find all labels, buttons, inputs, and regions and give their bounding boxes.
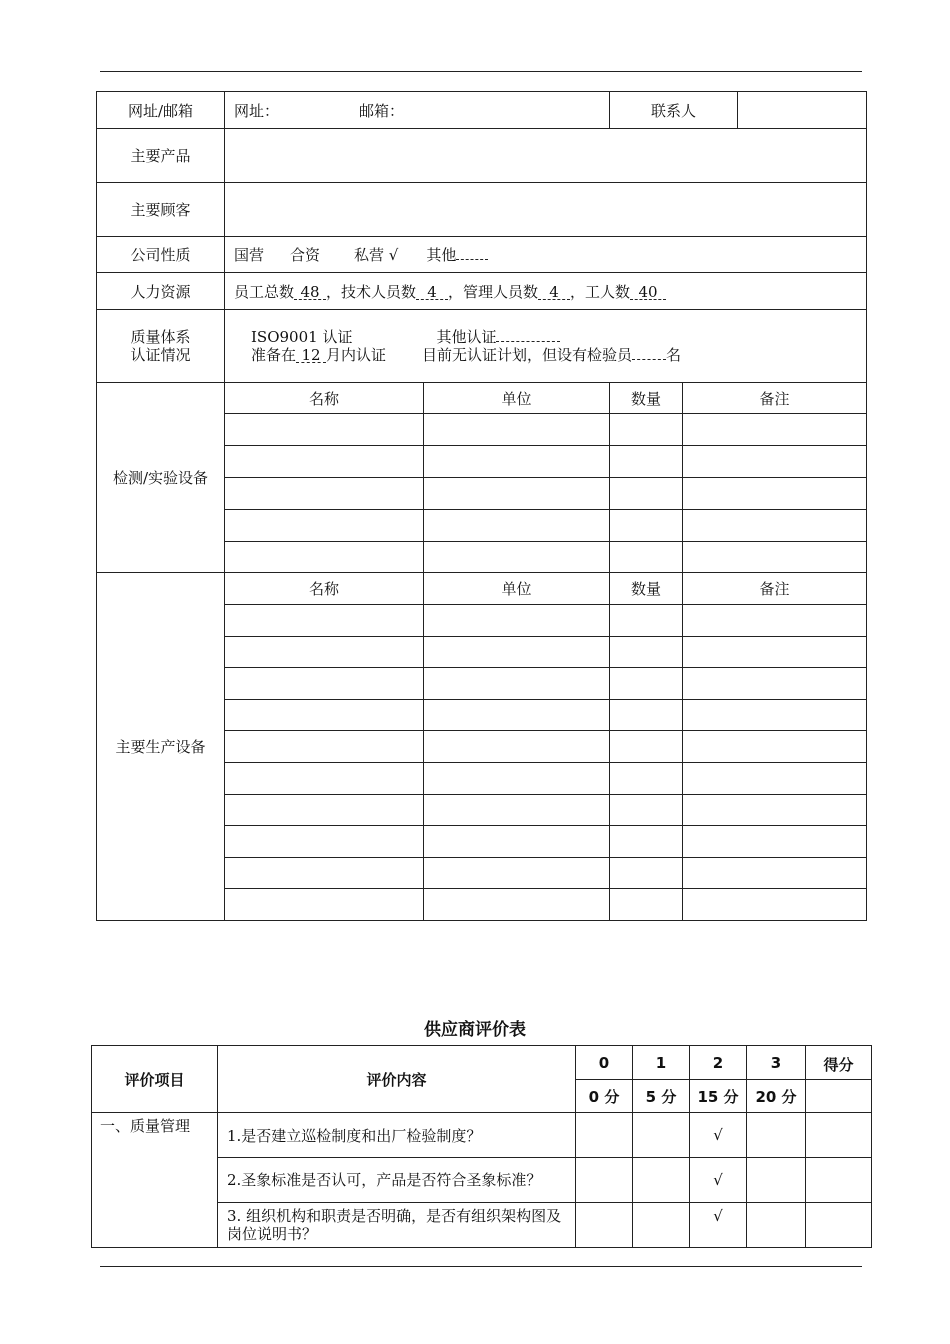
other-cert-blank[interactable] xyxy=(496,341,560,342)
eval-row-1-mark[interactable]: √ xyxy=(690,1113,747,1158)
prod-equipment-label: 主要生产设备 xyxy=(97,573,225,921)
level-0: 0 xyxy=(576,1046,633,1080)
quality-label-line1: 质量体系 xyxy=(130,328,191,346)
option-other[interactable]: 其他 xyxy=(426,246,457,264)
level-2: 2 xyxy=(690,1046,747,1080)
hr-tech-label: ，技术人员数 xyxy=(326,282,417,301)
eval-col-item: 评价项目 xyxy=(92,1046,218,1113)
hr-mgmt-value[interactable]: 4 xyxy=(538,285,570,300)
eval-row-3-mark[interactable]: √ xyxy=(690,1203,747,1248)
eval-row-2-content: 2.圣象标准是否认可，产品是否符合圣象标准？ xyxy=(218,1158,576,1203)
score-2: 15 分 xyxy=(690,1080,747,1113)
contact-label: 联系人 xyxy=(610,92,738,129)
main-products-label: 主要产品 xyxy=(97,129,225,183)
eval-title: 供应商评价表 xyxy=(424,1020,526,1040)
equip-header-name: 名称 xyxy=(225,383,424,414)
plan-cert-pre: 准备在 xyxy=(251,346,297,364)
hr-tech-value[interactable]: 4 xyxy=(416,285,448,300)
quality-cert-label xyxy=(97,310,225,383)
website-prefix: 网址： xyxy=(234,101,280,120)
other-cert[interactable]: 其他认证 xyxy=(436,328,497,346)
test-equipment-label: 检测/实验设备 xyxy=(97,383,225,573)
table-row xyxy=(92,1113,872,1158)
eval-section-label: 一、质量管理 xyxy=(92,1113,218,1248)
header-rule xyxy=(100,71,862,72)
website-email-label: 网址/邮箱 xyxy=(97,92,225,129)
eval-col-score: 得分 xyxy=(806,1046,872,1080)
quality-cert-field xyxy=(225,310,867,383)
eval-col-content: 评价内容 xyxy=(218,1046,576,1113)
prod-header-note: 备注 xyxy=(683,573,867,605)
company-type-options xyxy=(225,237,867,273)
iso-cert[interactable]: ISO9001 认证 xyxy=(251,328,353,346)
eval-row-3-content: 3. 组织机构和职责是否明确，是否有组织架构图及岗位说明书？ xyxy=(218,1203,576,1248)
option-private[interactable]: 私营 √ xyxy=(354,246,399,264)
hr-mgmt-label: ，管理人员数 xyxy=(448,282,539,301)
equip-header-qty: 数量 xyxy=(610,383,683,414)
option-state[interactable]: 国营 xyxy=(234,246,265,264)
prod-header-unit: 单位 xyxy=(424,573,610,605)
eval-row-2-mark[interactable]: √ xyxy=(690,1158,747,1203)
score-total-blank[interactable] xyxy=(806,1080,872,1113)
main-products-field[interactable] xyxy=(225,129,867,183)
footer-rule xyxy=(100,1266,862,1267)
equip-header-note: 备注 xyxy=(683,383,867,414)
main-customers-field[interactable] xyxy=(225,183,867,237)
quality-label-line2: 认证情况 xyxy=(130,346,191,364)
eval-row-1-content: 1.是否建立巡检制度和出厂检验制度？ xyxy=(218,1113,576,1158)
prod-header-name: 名称 xyxy=(225,573,424,605)
hr-field xyxy=(225,273,867,310)
hr-total-label: 员工总数 xyxy=(234,282,295,301)
website-email-field[interactable] xyxy=(225,92,610,129)
hr-worker-value[interactable]: 40 xyxy=(630,285,666,300)
contact-field[interactable] xyxy=(738,92,867,129)
hr-worker-label: ，工人数 xyxy=(570,282,631,301)
score-1: 5 分 xyxy=(633,1080,690,1113)
email-prefix: 邮箱： xyxy=(359,101,405,120)
main-customers-label: 主要顾客 xyxy=(97,183,225,237)
equip-header-unit: 单位 xyxy=(424,383,610,414)
no-cert-plan: 目前无认证计划，但设有检验员 xyxy=(422,346,633,364)
level-3: 3 xyxy=(747,1046,806,1080)
inspector-count-blank[interactable] xyxy=(632,359,666,360)
supplier-eval-table xyxy=(91,1045,872,1248)
no-cert-post: 名 xyxy=(666,346,682,364)
plan-cert-months[interactable]: 12 xyxy=(296,348,326,363)
prod-header-qty: 数量 xyxy=(610,573,683,605)
score-3: 20 分 xyxy=(747,1080,806,1113)
hr-total-value[interactable]: 48 xyxy=(294,285,326,300)
other-blank[interactable] xyxy=(456,259,488,260)
plan-cert-post: 月内认证 xyxy=(326,346,387,364)
hr-label: 人力资源 xyxy=(97,273,225,310)
company-type-label: 公司性质 xyxy=(97,237,225,273)
level-1: 1 xyxy=(633,1046,690,1080)
score-0: 0 分 xyxy=(576,1080,633,1113)
option-joint[interactable]: 合资 xyxy=(290,246,321,264)
supplier-info-table xyxy=(96,91,867,921)
